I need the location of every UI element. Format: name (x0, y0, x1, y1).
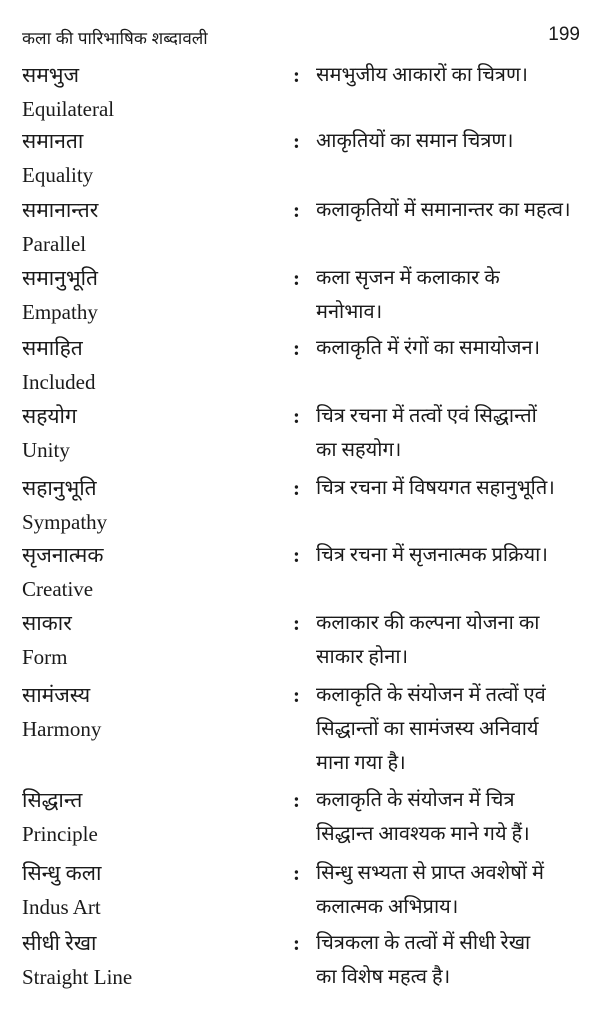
term-hindi: सिद्धान्त (22, 788, 83, 812)
definition (316, 538, 586, 572)
term-english: Indus Art (22, 895, 101, 919)
definition-line: कलाकृतियों में समानान्तर का महत्व। (316, 199, 571, 221)
term-hindi: समाहित (22, 336, 83, 360)
definition-line: माना गया है। (316, 752, 406, 774)
term-english: Equality (22, 163, 94, 187)
definition (316, 399, 586, 467)
definition-line: का विशेष महत्व है। (316, 966, 451, 988)
term-english: Principle (22, 822, 98, 846)
separator-colon: : (293, 611, 300, 635)
term-english: Included (22, 370, 96, 394)
separator-colon: : (293, 931, 300, 955)
definition-line: चित्र रचना में विषयगत सहानुभूति। (316, 477, 555, 499)
term-english: Sympathy (22, 510, 108, 534)
page-number: 199 (548, 24, 580, 45)
definition-line: कलात्मक अभिप्राय। (316, 896, 459, 918)
separator-colon: : (293, 129, 300, 153)
definition-line: कला सृजन में कलाकार के (316, 267, 500, 289)
term-hindi: सहयोग (22, 404, 77, 428)
definition-line: सिन्धु सभ्यता से प्राप्त अवशेषों में (316, 862, 544, 884)
definition-line: सिद्धान्त आवश्यक माने गये हैं। (316, 823, 530, 845)
definition (316, 58, 586, 92)
definition (316, 678, 586, 780)
definition-line: कलाकृति में रंगों का समायोजन। (316, 337, 541, 359)
term (22, 261, 282, 329)
term-english: Creative (22, 577, 94, 601)
definition (316, 193, 586, 227)
term (22, 471, 282, 539)
term-english: Parallel (22, 232, 87, 256)
definition (316, 783, 586, 851)
definition (316, 856, 586, 924)
definition-line: चित्र रचना में तत्वों एवं सिद्धान्तों (316, 405, 537, 427)
separator-colon: : (293, 404, 300, 428)
running-header-title: कला की पारिभाषिक शब्दावली (22, 29, 208, 48)
term-hindi: साकार (22, 611, 72, 635)
term-hindi: समभुज (22, 63, 80, 87)
definition-line: कलाकृति के संयोजन में चित्र (316, 789, 515, 811)
separator-colon: : (293, 198, 300, 222)
definition (316, 261, 586, 329)
definition (316, 331, 586, 365)
term-english: Empathy (22, 300, 98, 324)
term (22, 538, 282, 606)
term-english: Straight Line (22, 965, 133, 989)
definition (316, 606, 586, 674)
definition (316, 926, 586, 994)
separator-colon: : (293, 476, 300, 500)
term-hindi: सीधी रेखा (22, 931, 97, 955)
term-hindi: समानुभूति (22, 266, 99, 290)
separator-colon: : (293, 543, 300, 567)
term-english: Form (22, 645, 68, 669)
definition-line: का सहयोग। (316, 439, 402, 461)
separator-colon: : (293, 861, 300, 885)
definition-line: चित्र रचना में सृजनात्मक प्रक्रिया। (316, 544, 548, 566)
separator-colon: : (293, 683, 300, 707)
definition-line: कलाकृति के संयोजन में तत्वों एवं (316, 684, 546, 706)
term (22, 926, 282, 994)
term (22, 678, 282, 746)
term-hindi: समानान्तर (22, 198, 99, 222)
definition-line: समभुजीय आकारों का चित्रण। (316, 64, 528, 86)
definition-line: सिद्धान्तों का सामंजस्य अनिवार्य (316, 718, 539, 740)
term-english: Unity (22, 438, 70, 462)
definition-line: मनोभाव। (316, 301, 383, 323)
separator-colon: : (293, 788, 300, 812)
term (22, 606, 282, 674)
separator-colon: : (293, 63, 300, 87)
term-hindi: सृजनात्मक (22, 543, 104, 567)
separator-colon: : (293, 336, 300, 360)
term-hindi: समानता (22, 129, 84, 153)
definition-line: चित्रकला के तत्वों में सीधी रेखा (316, 932, 531, 954)
term (22, 399, 282, 467)
term (22, 856, 282, 924)
definition-line: आकृतियों का समान चित्रण। (316, 130, 514, 152)
term (22, 193, 282, 261)
term-hindi: सामंजस्य (22, 683, 91, 707)
term-hindi: सिन्धु कला (22, 861, 102, 885)
definition-line: कलाकार की कल्पना योजना का (316, 612, 540, 634)
definition-line: साकार होना। (316, 646, 409, 668)
term (22, 124, 282, 192)
definition (316, 124, 586, 158)
definition (316, 471, 586, 505)
term-english: Equilateral (22, 97, 115, 121)
term (22, 58, 282, 126)
separator-colon: : (293, 266, 300, 290)
term-hindi: सहानुभूति (22, 476, 97, 500)
term (22, 783, 282, 851)
term-english: Harmony (22, 717, 102, 741)
term (22, 331, 282, 399)
